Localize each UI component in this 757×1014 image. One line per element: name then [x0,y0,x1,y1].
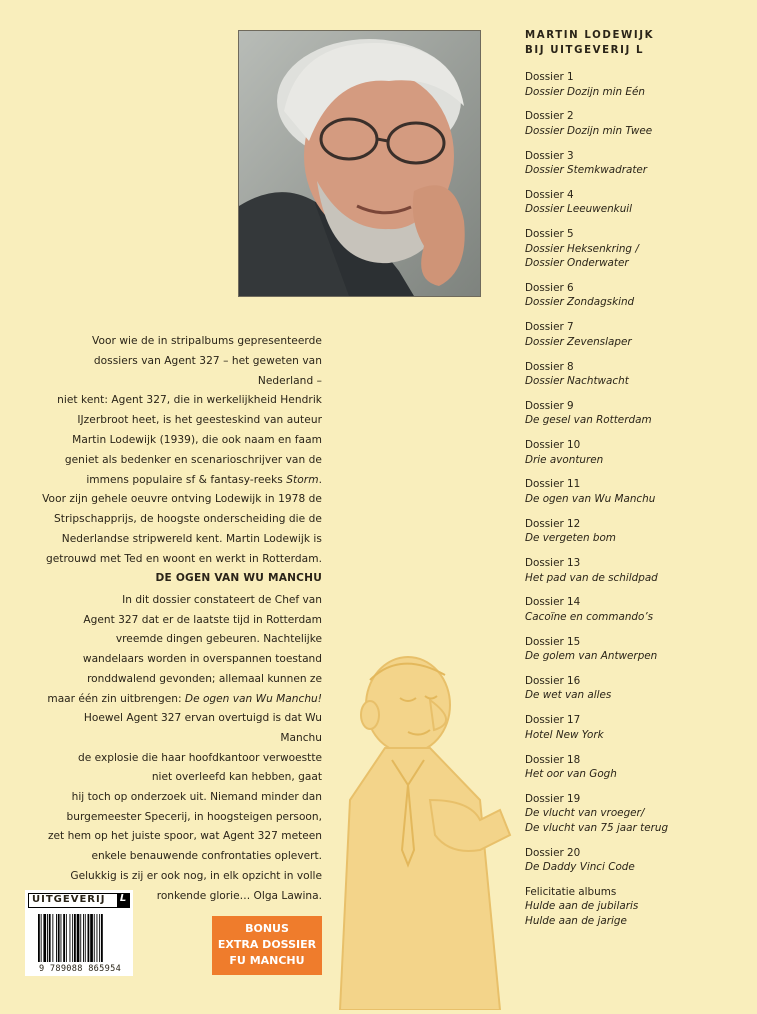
dossier-number: Dossier 5 [525,228,574,241]
barcode-bar [83,914,84,962]
dossier-title: De vlucht van vroeger/ [525,807,645,820]
barcode-bar [72,914,73,962]
barcode-bar [66,914,67,962]
bibliography-heading [525,28,750,58]
barcode-bar [63,914,65,962]
bio-line: Stripschapprijs, de hoogste onderscheiding die de [54,513,322,526]
barcode-bar [38,914,40,962]
dossier-title: De golem van Antwerpen [525,650,658,663]
barcode-bar [90,914,93,962]
barcode-bar [77,914,80,962]
dossier-title: Het pad van de schildpad [525,571,658,584]
dossier-number: Dossier 3 [525,149,574,162]
bio-line: Voor zijn gehele oeuvre ontving Lodewijk in 1978 de [42,493,322,506]
dossier-title: De Daddy Vinci Code [525,861,635,874]
dossier-number: Dossier 4 [525,188,574,201]
dossier-title: Dossier Nachtwacht [525,375,629,388]
barcode-bar [88,914,90,962]
dossier-item [525,792,750,836]
dossier-number: Dossier 14 [525,596,581,609]
dossier-title: Dossier Dozijn min Twee [525,124,653,137]
dossier-number: Dossier 16 [525,674,581,687]
barcode-bar [74,914,76,962]
barcode-bar [80,914,81,962]
dossier-title: Dossier Zevenslaper [525,335,632,348]
barcode-bar [49,914,51,962]
story-line: Agent 327 dat er de laatste tijd in Rotterdam [83,613,322,626]
dossier-number: Dossier 13 [525,557,581,570]
dossier-number: Felicitatie albums [525,885,617,898]
barcode-bar [97,914,98,962]
story-line: hij toch op onderzoek uit. Niemand minder dan [71,791,322,804]
dossier-title: Dossier Stemkwadrater [525,164,648,177]
bio-line: Voor wie de in stripalbums gepresenteerde [91,335,322,347]
story-synopsis [40,591,322,906]
dossier-number: Dossier 7 [525,321,574,334]
dossier-item [525,320,750,349]
dossier-title: Cacoïne en commando’s [525,610,654,623]
publisher-logo-letter: L [117,893,130,908]
isbn-number: 9 789088 865954 [38,964,122,974]
bio-line: dossiers van Agent 327 – het geweten van Nederland – [93,354,322,387]
dossier-title: Hulde aan de jubilaris [525,900,639,913]
barcode-bar [101,914,103,962]
dossier-title: Dossier Heksenkring / [525,242,639,255]
dossier-item [525,517,750,546]
story-line: wandelaars worden in overspannen toestand [82,653,322,666]
bonus-badge [212,916,322,975]
dossier-item [525,477,750,506]
dossier-number: Dossier 11 [525,478,581,491]
dossier-title: Dossier Onderwater [525,257,629,270]
bio-line: geniet als bedenker en scenarioschrijver van de [64,453,322,466]
agent-327-illustration [330,650,520,1010]
dossier-title: De vergeten bom [525,532,616,545]
dossier-item [525,713,750,742]
dossier-title: Dossier Leeuwenkuil [525,203,633,216]
dossier-item [525,109,750,138]
dossier-title: Dossier Dozijn min Eén [525,85,645,98]
story-line: enkele benauwende confrontaties oplevert. [91,850,322,863]
dossier-item [525,149,750,178]
story-line: ronddwalend gevonden; allemaal kunnen ze [87,672,322,685]
story-quote: De ogen van Wu Manchu! [184,692,322,705]
dossier-title: Dossier Zondagskind [525,296,635,309]
dossier-title: De gesel van Rotterdam [525,414,652,427]
story-line: Hoewel Agent 327 ervan overtuigd is dat Wu Manchu [83,712,322,744]
dossier-item [525,438,750,467]
heading-line: BIJ UITGEVERIJ L [525,45,645,56]
dossier-item [525,753,750,782]
dossier-title: De wet van alles [525,689,612,702]
publisher-logo [28,893,130,908]
story-line: Gelukkig is zij er ook nog, in elk opzicht in volle [70,869,322,882]
barcode-bar [58,914,60,962]
dossier-number: Dossier 12 [525,517,581,530]
dossier-title: Hotel New York [525,728,604,741]
barcode-bar [70,914,71,962]
dossier-item [525,281,750,310]
publisher-logo-text: UITGEVERIJ [32,894,106,905]
barcode-icon [38,914,126,962]
heading-line: MARTIN LODEWIJK [525,30,655,41]
dossier-number: Dossier 1 [525,71,574,83]
bio-line: Nederlandse stripwereld kent. Martin Lodewijk is [61,532,322,545]
dossier-item [525,188,750,217]
dossier-item [525,556,750,585]
dossier-number: Dossier 9 [525,399,574,412]
dossier-title: Hulde aan de jarige [525,914,627,927]
author-photo [238,30,481,297]
story-line: ronkende glorie… Olga Lawina. [156,889,322,902]
story-line: burgemeester Specerij, in hoogsteigen persoon, [66,810,322,823]
dossier-number: Dossier 6 [525,281,574,294]
barcode-bar [47,914,48,962]
dossier-items [525,70,750,928]
bonus-line: BONUS [245,922,289,935]
author-portrait-image [239,31,480,296]
dossier-item [525,399,750,428]
barcode-bar [94,914,95,962]
dossier-number: Dossier 20 [525,846,581,859]
bonus-line: EXTRA DOSSIER [217,938,317,951]
bio-punctuation: . [318,473,322,486]
dossier-item [525,70,750,99]
bio-line: niet kent: Agent 327, die in werkelijkheid Hendrik [57,394,322,407]
story-line: In dit dossier constateert de Chef van [122,594,322,606]
bio-line: getrouwd met Ted en woont en werkt in Rotterdam. [45,552,322,565]
dossier-title: De ogen van Wu Manchu [525,492,656,505]
bio-line: Martin Lodewijk (1939), die ook naam en faam [72,433,322,446]
bio-line: immens populaire sf & fantasy-reeks [86,473,283,486]
dossier-item [525,885,750,929]
dossier-title: Het oor van Gogh [525,768,617,781]
dossier-item [525,360,750,389]
barcode-bar [61,914,62,962]
bibliography-list [525,28,750,939]
dossier-number: Dossier 2 [525,110,574,123]
dossier-number: Dossier 10 [525,439,581,452]
story-title: DE OGEN VAN WU MANCHU [155,572,322,584]
bio-series-title: Storm [286,473,319,486]
story-line: zet hem op het juiste spoor, wat Agent 327 meteen [47,830,322,843]
author-biography [40,332,322,570]
dossier-number: Dossier 19 [525,792,581,805]
dossier-number: Dossier 8 [525,360,574,373]
agent-figure-illustration [330,650,520,1010]
dossier-number: Dossier 18 [525,753,581,766]
barcode-bar [43,914,46,962]
story-line: maar één zin uitbrengen: [47,692,182,705]
dossier-item [525,635,750,664]
bonus-line: FU MANCHU [229,954,305,967]
dossier-title: Drie avonturen [525,453,604,466]
barcode-bar [85,914,86,962]
dossier-item [525,227,750,271]
story-line: de explosie die haar hoofdkantoor verwoestte [78,751,322,764]
dossier-item [525,674,750,703]
barcode-bar [41,914,42,962]
story-line: vreemde dingen gebeuren. Nachtelijke [115,633,322,646]
dossier-number: Dossier 17 [525,714,581,727]
bio-line: IJzerbroot heet, is het geesteskind van auteur [77,414,322,427]
dossier-number: Dossier 15 [525,635,581,648]
dossier-title: De vlucht van 75 jaar terug [525,821,669,834]
barcode-bar [52,914,53,962]
story-line: niet overleefd kan hebben, gaat [151,771,322,784]
barcode-bar [56,914,57,962]
dossier-item [525,595,750,624]
publisher-barcode-box [25,890,133,976]
barcode-bar [99,914,100,962]
dossier-item [525,846,750,875]
